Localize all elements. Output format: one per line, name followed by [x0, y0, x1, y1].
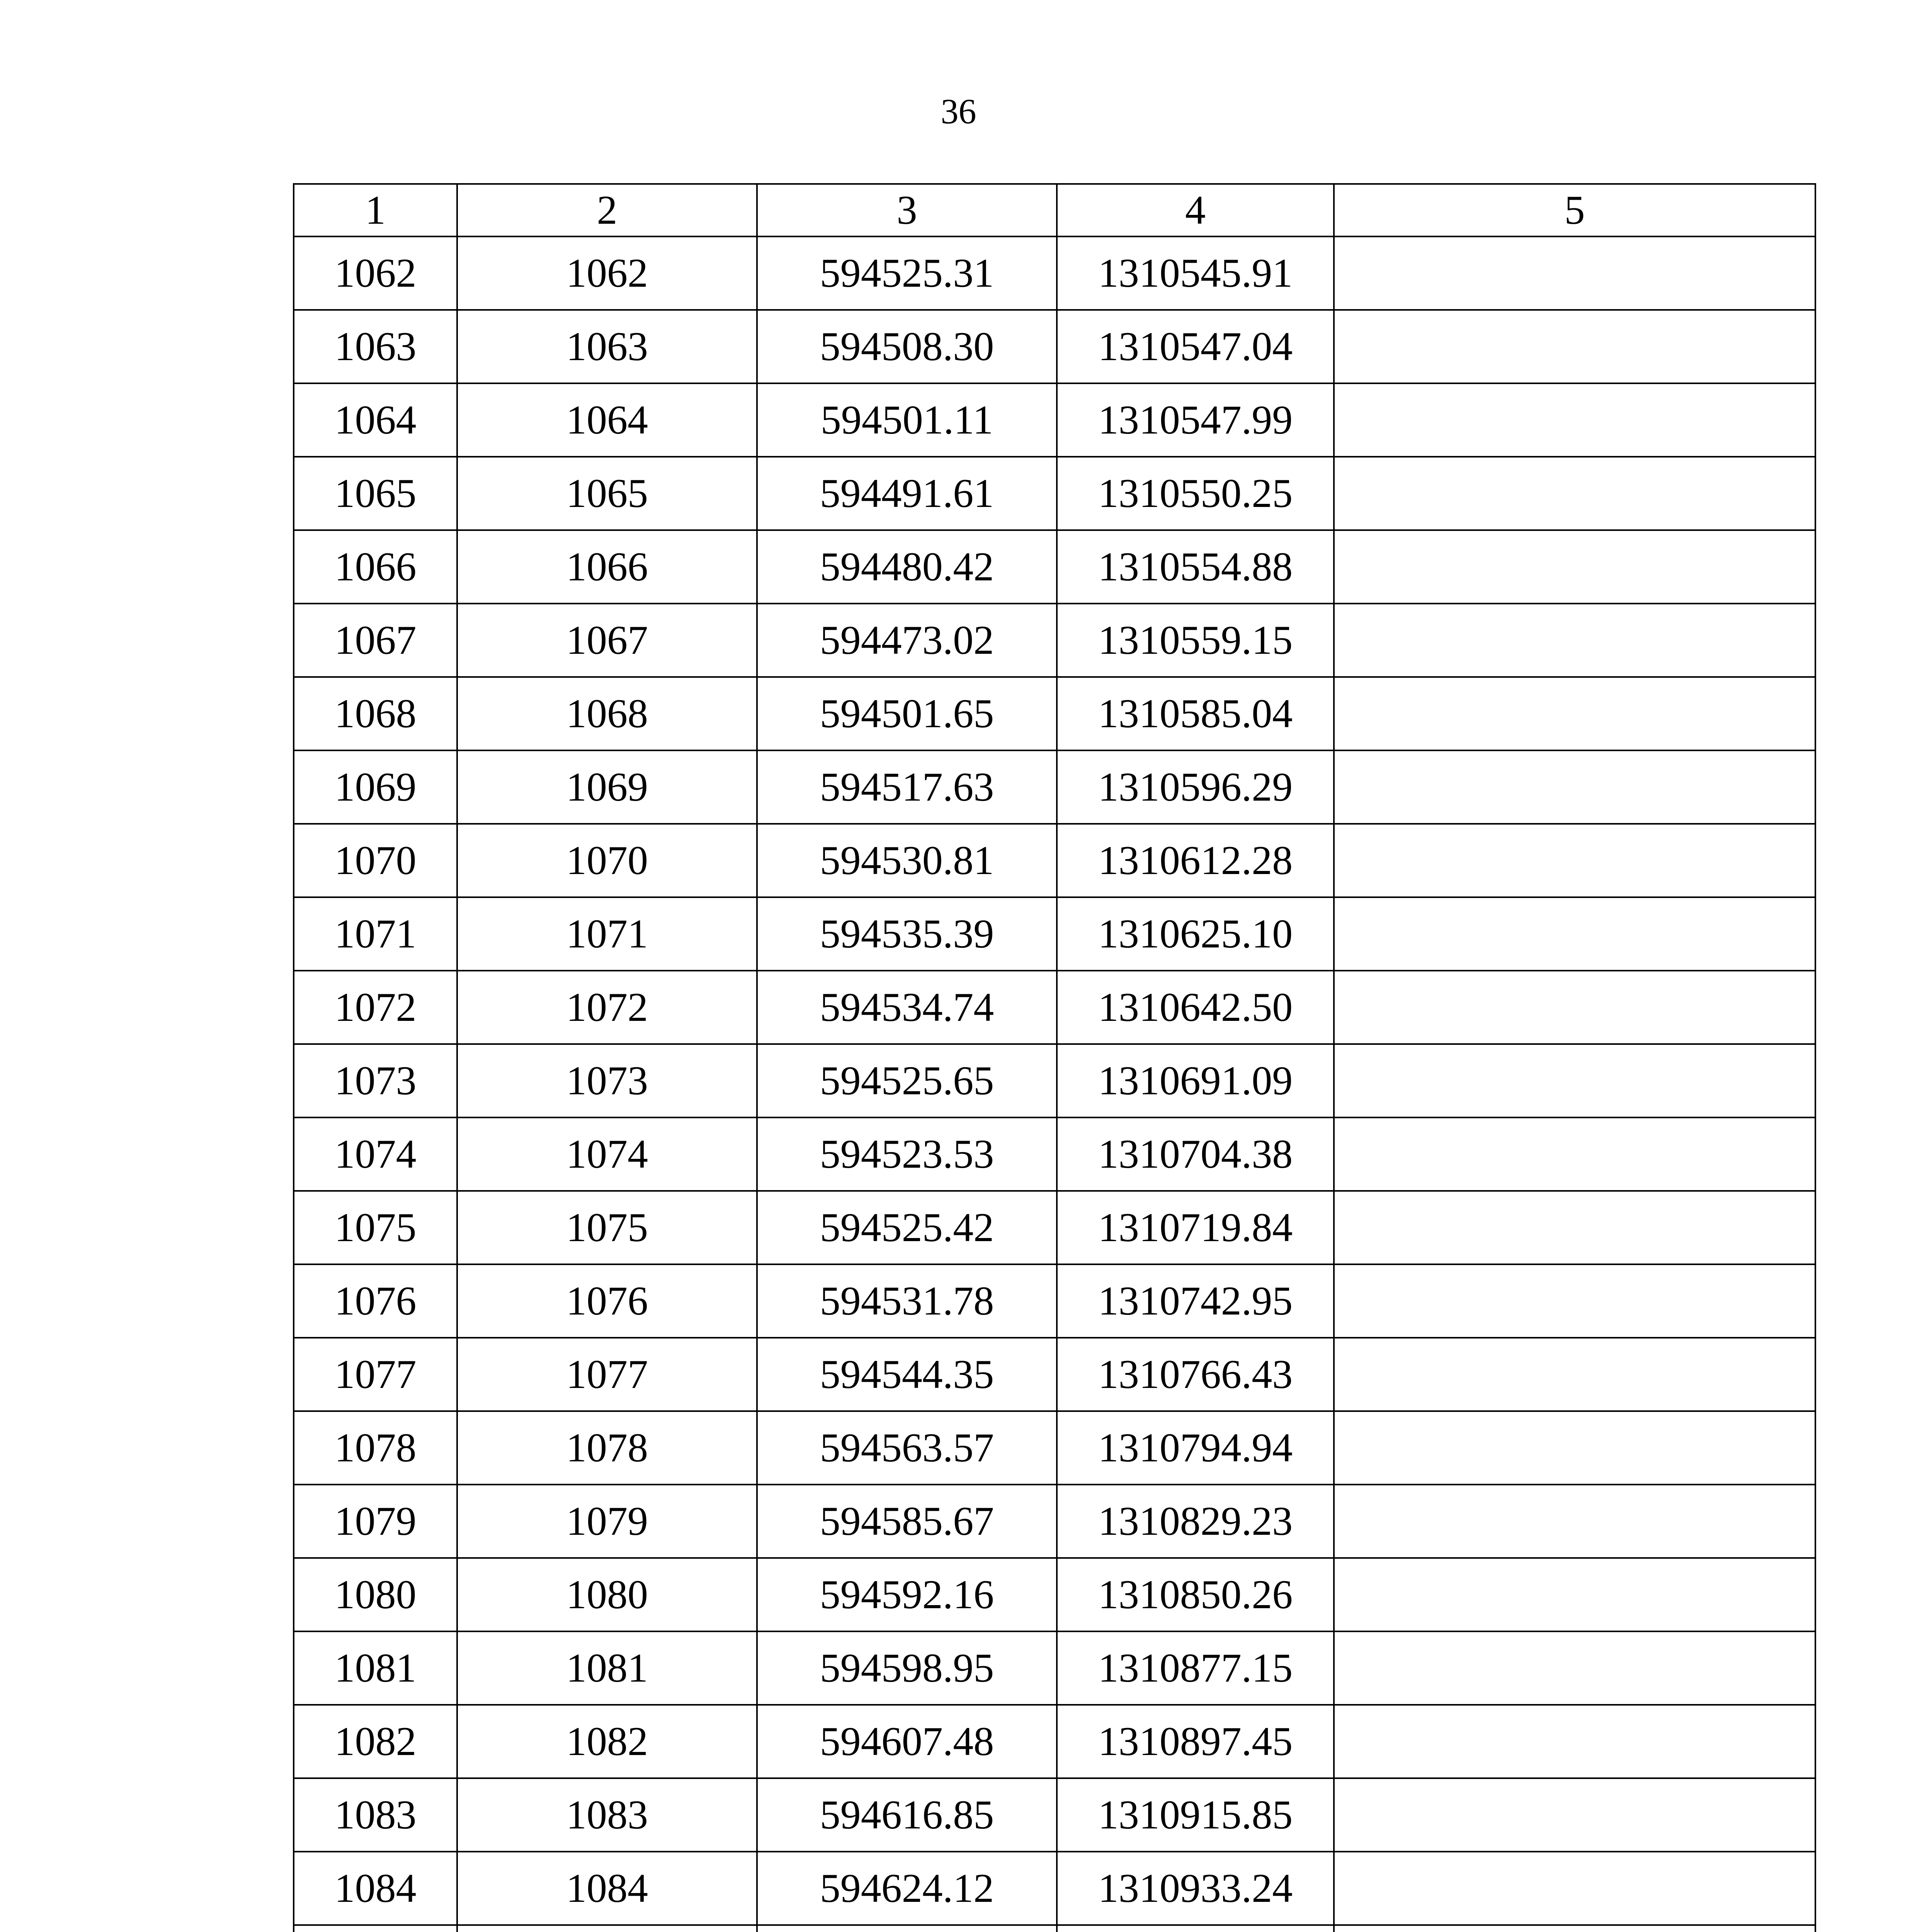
point-id-cell: 1074: [457, 1117, 757, 1191]
y-coordinate-cell: 1310550.25: [1057, 457, 1334, 530]
note-cell: [1334, 530, 1815, 604]
note-cell: [1334, 1191, 1815, 1264]
point-id-cell: 1076: [457, 1264, 757, 1338]
x-coordinate-cell: 594534.74: [757, 971, 1057, 1044]
note-cell: [1334, 824, 1815, 897]
x-coordinate-cell: 594531.78: [757, 1264, 1057, 1338]
point-id-cell: [457, 1925, 757, 1932]
point-number-cell: 1062: [294, 236, 457, 310]
y-coordinate-cell: 1310933.24: [1057, 1852, 1334, 1925]
note-cell: [1334, 1264, 1815, 1338]
point-number-cell: 1074: [294, 1117, 457, 1191]
y-coordinate-cell: 1310547.04: [1057, 310, 1334, 383]
note-cell: [1334, 971, 1815, 1044]
table-row: [294, 1044, 1815, 1117]
x-coordinate-cell: 594535.39: [757, 897, 1057, 971]
table-row: [294, 1558, 1815, 1631]
point-id-cell: 1082: [457, 1705, 757, 1778]
point-number-cell: 1065: [294, 457, 457, 530]
y-coordinate-cell: 1310625.10: [1057, 897, 1334, 971]
note-cell: [1334, 1631, 1815, 1705]
point-number-cell: 1078: [294, 1411, 457, 1485]
y-coordinate-cell: 1310704.38: [1057, 1117, 1334, 1191]
table-row: [294, 236, 1815, 310]
table-row: [294, 897, 1815, 971]
table-row: [294, 1191, 1815, 1264]
note-cell: [1334, 750, 1815, 824]
y-coordinate-cell: 1310850.26: [1057, 1558, 1334, 1631]
point-number-cell: 1073: [294, 1044, 457, 1117]
point-id-cell: 1081: [457, 1631, 757, 1705]
note-cell: [1334, 1778, 1815, 1852]
header-row: [294, 184, 1815, 236]
note-cell: [1334, 383, 1815, 457]
y-coordinate-cell: 1310794.94: [1057, 1411, 1334, 1485]
header-cell-2: 2: [457, 184, 757, 236]
table-row: [294, 604, 1815, 677]
y-coordinate-cell: 1310877.15: [1057, 1631, 1334, 1705]
table-row: [294, 530, 1815, 604]
table-row: [294, 971, 1815, 1044]
x-coordinate-cell: 594624.12: [757, 1852, 1057, 1925]
x-coordinate-cell: 594473.02: [757, 604, 1057, 677]
x-coordinate-cell: 594508.30: [757, 310, 1057, 383]
header-cell-1: 1: [294, 184, 457, 236]
note-cell: [1334, 1338, 1815, 1411]
x-coordinate-cell: 594491.61: [757, 457, 1057, 530]
point-id-cell: 1068: [457, 677, 757, 750]
table-row: [294, 1485, 1815, 1558]
point-id-cell: 1079: [457, 1485, 757, 1558]
table-row: [294, 310, 1815, 383]
y-coordinate-cell: 1310545.91: [1057, 236, 1334, 310]
point-number-cell: 1084: [294, 1852, 457, 1925]
point-id-cell: 1071: [457, 897, 757, 971]
point-number-cell: 1071: [294, 897, 457, 971]
point-id-cell: 1080: [457, 1558, 757, 1631]
x-coordinate-cell: 594480.42: [757, 530, 1057, 604]
note-cell: [1334, 310, 1815, 383]
note-cell: [1334, 1485, 1815, 1558]
y-coordinate-cell: 1310585.04: [1057, 677, 1334, 750]
point-id-cell: 1078: [457, 1411, 757, 1485]
table-row: [294, 383, 1815, 457]
point-number-cell: 1068: [294, 677, 457, 750]
point-id-cell: 1064: [457, 383, 757, 457]
point-number-cell: 1081: [294, 1631, 457, 1705]
note-cell: [1334, 897, 1815, 971]
y-coordinate-cell: 1310559.15: [1057, 604, 1334, 677]
x-coordinate-cell: 594585.67: [757, 1485, 1057, 1558]
y-coordinate-cell: 1310596.29: [1057, 750, 1334, 824]
header-cell-4: 4: [1057, 184, 1334, 236]
note-cell: [1334, 457, 1815, 530]
point-number-cell: 1067: [294, 604, 457, 677]
point-id-cell: 1070: [457, 824, 757, 897]
note-cell: [1334, 1411, 1815, 1485]
note-cell: [1334, 1705, 1815, 1778]
y-coordinate-cell: [1057, 1925, 1334, 1932]
x-coordinate-cell: [757, 1925, 1057, 1932]
table-row: [294, 1778, 1815, 1852]
point-id-cell: 1066: [457, 530, 757, 604]
y-coordinate-cell: 1310642.50: [1057, 971, 1334, 1044]
note-cell: [1334, 1117, 1815, 1191]
point-id-cell: 1069: [457, 750, 757, 824]
y-coordinate-cell: 1310691.09: [1057, 1044, 1334, 1117]
y-coordinate-cell: 1310742.95: [1057, 1264, 1334, 1338]
note-cell: [1334, 236, 1815, 310]
note-cell: [1334, 1852, 1815, 1925]
page-number: 36: [941, 92, 976, 131]
point-number-cell: 1080: [294, 1558, 457, 1631]
point-number-cell: 1063: [294, 310, 457, 383]
point-id-cell: 1073: [457, 1044, 757, 1117]
x-coordinate-cell: 594563.57: [757, 1411, 1057, 1485]
table-row: [294, 750, 1815, 824]
coordinates-table-body: [294, 184, 1815, 1932]
point-number-cell: 1066: [294, 530, 457, 604]
point-number-cell: 1070: [294, 824, 457, 897]
point-number-cell: 1083: [294, 1778, 457, 1852]
table-row: [294, 457, 1815, 530]
point-id-cell: 1077: [457, 1338, 757, 1411]
point-id-cell: 1075: [457, 1191, 757, 1264]
point-id-cell: 1063: [457, 310, 757, 383]
table-row: [294, 677, 1815, 750]
y-coordinate-cell: 1310766.43: [1057, 1338, 1334, 1411]
y-coordinate-cell: 1310915.85: [1057, 1778, 1334, 1852]
y-coordinate-cell: 1310719.84: [1057, 1191, 1334, 1264]
table-row: [294, 1117, 1815, 1191]
point-number-cell: 1082: [294, 1705, 457, 1778]
point-id-cell: 1084: [457, 1852, 757, 1925]
table-row: [294, 1925, 1815, 1932]
point-number-cell: 1075: [294, 1191, 457, 1264]
point-id-cell: 1062: [457, 236, 757, 310]
x-coordinate-cell: 594530.81: [757, 824, 1057, 897]
y-coordinate-cell: 1310897.45: [1057, 1705, 1334, 1778]
point-id-cell: 1072: [457, 971, 757, 1044]
point-number-cell: 1064: [294, 383, 457, 457]
point-id-cell: 1065: [457, 457, 757, 530]
x-coordinate-cell: 594525.31: [757, 236, 1057, 310]
table-row: [294, 824, 1815, 897]
table-row: [294, 1411, 1815, 1485]
x-coordinate-cell: 594501.65: [757, 677, 1057, 750]
point-number-cell: 1076: [294, 1264, 457, 1338]
y-coordinate-cell: 1310612.28: [1057, 824, 1334, 897]
point-number-cell: 1077: [294, 1338, 457, 1411]
table-row: [294, 1852, 1815, 1925]
x-coordinate-cell: 594592.16: [757, 1558, 1057, 1631]
header-cell-5: 5: [1334, 184, 1815, 236]
note-cell: [1334, 677, 1815, 750]
y-coordinate-cell: 1310547.99: [1057, 383, 1334, 457]
note-cell: [1334, 1558, 1815, 1631]
x-coordinate-cell: 594525.42: [757, 1191, 1057, 1264]
table-row: [294, 1338, 1815, 1411]
x-coordinate-cell: 594607.48: [757, 1705, 1057, 1778]
x-coordinate-cell: 594501.11: [757, 383, 1057, 457]
x-coordinate-cell: 594517.63: [757, 750, 1057, 824]
point-id-cell: 1067: [457, 604, 757, 677]
x-coordinate-cell: 594544.35: [757, 1338, 1057, 1411]
point-id-cell: 1083: [457, 1778, 757, 1852]
y-coordinate-cell: 1310829.23: [1057, 1485, 1334, 1558]
y-coordinate-cell: 1310554.88: [1057, 530, 1334, 604]
note-cell: [1334, 1925, 1815, 1932]
table-row: [294, 1631, 1815, 1705]
x-coordinate-cell: 594525.65: [757, 1044, 1057, 1117]
header-cell-3: 3: [757, 184, 1057, 236]
point-number-cell: [294, 1925, 457, 1932]
point-number-cell: 1072: [294, 971, 457, 1044]
point-number-cell: 1079: [294, 1485, 457, 1558]
table-row: [294, 1705, 1815, 1778]
note-cell: [1334, 604, 1815, 677]
note-cell: [1334, 1044, 1815, 1117]
point-number-cell: 1069: [294, 750, 457, 824]
x-coordinate-cell: 594523.53: [757, 1117, 1057, 1191]
x-coordinate-cell: 594616.85: [757, 1778, 1057, 1852]
table-row: [294, 1264, 1815, 1338]
coordinates-table: [293, 183, 1816, 1932]
x-coordinate-cell: 594598.95: [757, 1631, 1057, 1705]
